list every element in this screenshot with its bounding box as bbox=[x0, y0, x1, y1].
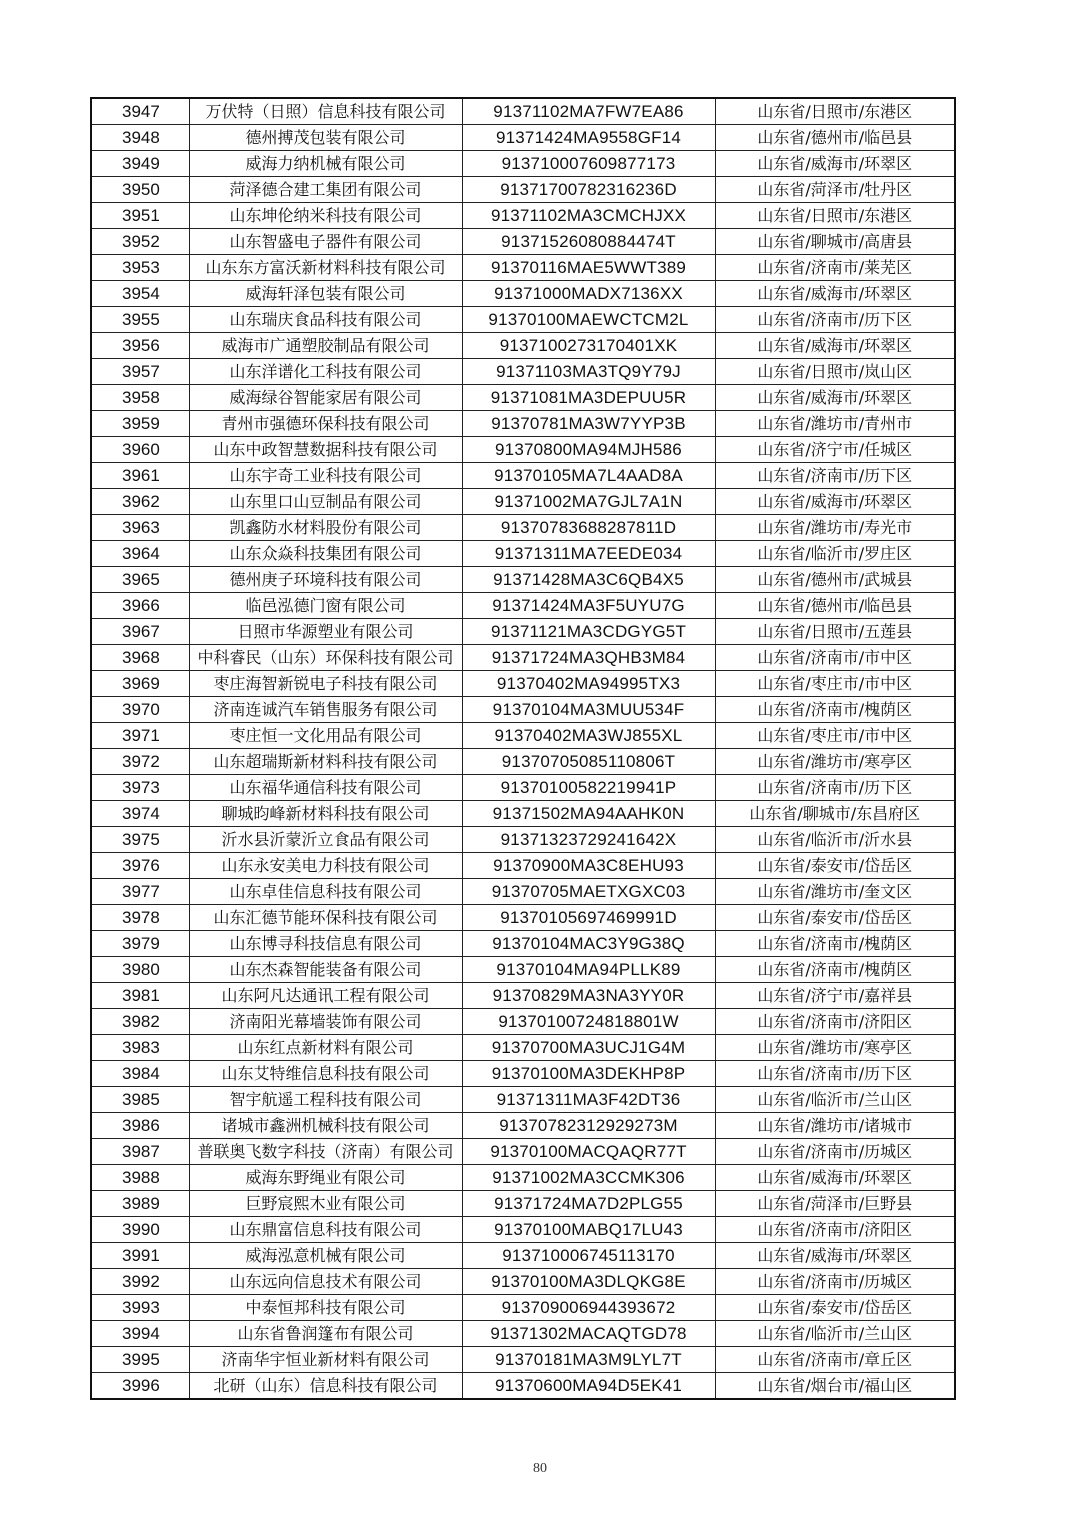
company-name-cell: 山东杰森智能装备有限公司 bbox=[189, 957, 462, 983]
region-cell: 山东省/济南市/历城区 bbox=[715, 1139, 955, 1165]
company-name-cell: 山东智盛电子器件有限公司 bbox=[189, 229, 462, 255]
row-number-cell: 3968 bbox=[91, 645, 189, 671]
region-cell: 山东省/威海市/环翠区 bbox=[715, 489, 955, 515]
region-cell: 山东省/威海市/环翠区 bbox=[715, 1165, 955, 1191]
credit-code-cell: 91370829MA3NA3YY0R bbox=[462, 983, 715, 1009]
company-name-cell: 德州庚子环境科技有限公司 bbox=[189, 567, 462, 593]
credit-code-cell: 91370100724818801W bbox=[462, 1009, 715, 1035]
credit-code-cell: 91371102MA7FW7EA86 bbox=[462, 98, 715, 125]
credit-code-cell: 91370900MA3C8EHU93 bbox=[462, 853, 715, 879]
row-number-cell: 3978 bbox=[91, 905, 189, 931]
credit-code-cell: 91370105697469991D bbox=[462, 905, 715, 931]
company-name-cell: 山东超瑞斯新材料科技有限公司 bbox=[189, 749, 462, 775]
region-cell: 山东省/威海市/环翠区 bbox=[715, 1243, 955, 1269]
table-row bbox=[91, 463, 955, 489]
table-row bbox=[91, 515, 955, 541]
company-name-cell: 普联奥飞数字科技（济南）有限公司 bbox=[189, 1139, 462, 1165]
row-number-cell: 3950 bbox=[91, 177, 189, 203]
credit-code-cell: 91371724MA7D2PLG55 bbox=[462, 1191, 715, 1217]
row-number-cell: 3993 bbox=[91, 1295, 189, 1321]
credit-code-cell: 91371502MA94AAHK0N bbox=[462, 801, 715, 827]
table-row bbox=[91, 827, 955, 853]
company-name-cell: 威海市广通塑胶制品有限公司 bbox=[189, 333, 462, 359]
row-number-cell: 3973 bbox=[91, 775, 189, 801]
company-name-cell: 山东卓佳信息科技有限公司 bbox=[189, 879, 462, 905]
row-number-cell: 3969 bbox=[91, 671, 189, 697]
row-number-cell: 3971 bbox=[91, 723, 189, 749]
credit-code-cell: 91371081MA3DEPUU5R bbox=[462, 385, 715, 411]
table-row bbox=[91, 1373, 955, 1400]
credit-code-cell: 91370402MA94995TX3 bbox=[462, 671, 715, 697]
credit-code-cell: 91370781MA3W7YYP3B bbox=[462, 411, 715, 437]
table-row bbox=[91, 1217, 955, 1243]
region-cell: 山东省/菏泽市/巨野县 bbox=[715, 1191, 955, 1217]
row-number-cell: 3966 bbox=[91, 593, 189, 619]
company-name-cell: 山东洋谱化工科技有限公司 bbox=[189, 359, 462, 385]
company-name-cell: 巨野宸熙木业有限公司 bbox=[189, 1191, 462, 1217]
company-name-cell: 山东宇奇工业科技有限公司 bbox=[189, 463, 462, 489]
credit-code-cell: 91371103MA3TQ9Y79J bbox=[462, 359, 715, 385]
row-number-cell: 3977 bbox=[91, 879, 189, 905]
row-number-cell: 3949 bbox=[91, 151, 189, 177]
company-name-cell: 凯鑫防水材料股份有限公司 bbox=[189, 515, 462, 541]
region-cell: 山东省/泰安市/岱岳区 bbox=[715, 1295, 955, 1321]
region-cell: 山东省/菏泽市/牡丹区 bbox=[715, 177, 955, 203]
table-row bbox=[91, 957, 955, 983]
company-name-cell: 山东众焱科技集团有限公司 bbox=[189, 541, 462, 567]
row-number-cell: 3992 bbox=[91, 1269, 189, 1295]
row-number-cell: 3961 bbox=[91, 463, 189, 489]
credit-code-cell: 91370104MA3MUU534F bbox=[462, 697, 715, 723]
region-cell: 山东省/济南市/济阳区 bbox=[715, 1009, 955, 1035]
credit-code-cell: 91370700MA3UCJ1G4M bbox=[462, 1035, 715, 1061]
company-name-cell: 菏泽德合建工集团有限公司 bbox=[189, 177, 462, 203]
table-row bbox=[91, 1113, 955, 1139]
credit-code-cell: 91371311MA7EEDE034 bbox=[462, 541, 715, 567]
region-cell: 山东省/日照市/五莲县 bbox=[715, 619, 955, 645]
table-row bbox=[91, 749, 955, 775]
company-name-cell: 山东省鲁润篷布有限公司 bbox=[189, 1321, 462, 1347]
region-cell: 山东省/泰安市/岱岳区 bbox=[715, 905, 955, 931]
row-number-cell: 3953 bbox=[91, 255, 189, 281]
region-cell: 山东省/聊城市/高唐县 bbox=[715, 229, 955, 255]
region-cell: 山东省/枣庄市/市中区 bbox=[715, 723, 955, 749]
row-number-cell: 3984 bbox=[91, 1061, 189, 1087]
company-name-cell: 德州搏茂包装有限公司 bbox=[189, 125, 462, 151]
table-row bbox=[91, 1191, 955, 1217]
company-name-cell: 威海东野绳业有限公司 bbox=[189, 1165, 462, 1191]
row-number-cell: 3960 bbox=[91, 437, 189, 463]
row-number-cell: 3980 bbox=[91, 957, 189, 983]
row-number-cell: 3951 bbox=[91, 203, 189, 229]
table-row bbox=[91, 697, 955, 723]
table-row bbox=[91, 255, 955, 281]
company-list-table bbox=[90, 97, 956, 1400]
table-row bbox=[91, 1139, 955, 1165]
region-cell: 山东省/临沂市/兰山区 bbox=[715, 1087, 955, 1113]
row-number-cell: 3996 bbox=[91, 1373, 189, 1400]
row-number-cell: 3956 bbox=[91, 333, 189, 359]
company-name-cell: 中科睿民（山东）环保科技有限公司 bbox=[189, 645, 462, 671]
row-number-cell: 3964 bbox=[91, 541, 189, 567]
credit-code-cell: 91371428MA3C6QB4X5 bbox=[462, 567, 715, 593]
company-name-cell: 山东永安美电力科技有限公司 bbox=[189, 853, 462, 879]
company-name-cell: 威海轩泽包装有限公司 bbox=[189, 281, 462, 307]
table-row bbox=[91, 775, 955, 801]
company-name-cell: 沂水县沂蒙沂立食品有限公司 bbox=[189, 827, 462, 853]
region-cell: 山东省/潍坊市/青州市 bbox=[715, 411, 955, 437]
credit-code-cell: 913709006944393672 bbox=[462, 1295, 715, 1321]
table-row bbox=[91, 151, 955, 177]
region-cell: 山东省/枣庄市/市中区 bbox=[715, 671, 955, 697]
credit-code-cell: 91370402MA3WJ855XL bbox=[462, 723, 715, 749]
row-number-cell: 3975 bbox=[91, 827, 189, 853]
table-row bbox=[91, 1243, 955, 1269]
company-name-cell: 北研（山东）信息科技有限公司 bbox=[189, 1373, 462, 1400]
table-row bbox=[91, 1347, 955, 1373]
company-name-cell: 山东汇德节能环保科技有限公司 bbox=[189, 905, 462, 931]
row-number-cell: 3955 bbox=[91, 307, 189, 333]
table-row bbox=[91, 411, 955, 437]
company-name-cell: 青州市强德环保科技有限公司 bbox=[189, 411, 462, 437]
credit-code-cell: 91370100MACQAQR77T bbox=[462, 1139, 715, 1165]
row-number-cell: 3979 bbox=[91, 931, 189, 957]
company-name-cell: 山东远向信息技术有限公司 bbox=[189, 1269, 462, 1295]
company-name-cell: 临邑泓德门窗有限公司 bbox=[189, 593, 462, 619]
company-name-cell: 枣庄恒一文化用品有限公司 bbox=[189, 723, 462, 749]
region-cell: 山东省/济南市/市中区 bbox=[715, 645, 955, 671]
credit-code-cell: 91370782312929273M bbox=[462, 1113, 715, 1139]
table-row bbox=[91, 905, 955, 931]
company-name-cell: 万伏特（日照）信息科技有限公司 bbox=[189, 98, 462, 125]
region-cell: 山东省/日照市/东港区 bbox=[715, 203, 955, 229]
credit-code-cell: 91371002MA3CCMK306 bbox=[462, 1165, 715, 1191]
region-cell: 山东省/威海市/环翠区 bbox=[715, 281, 955, 307]
credit-code-cell: 91371000MADX7136XX bbox=[462, 281, 715, 307]
company-name-cell: 山东博寻科技信息有限公司 bbox=[189, 931, 462, 957]
region-cell: 山东省/德州市/临邑县 bbox=[715, 593, 955, 619]
table-row bbox=[91, 619, 955, 645]
credit-code-cell: 91371323729241642X bbox=[462, 827, 715, 853]
table-row bbox=[91, 983, 955, 1009]
credit-code-cell: 91370783688287811D bbox=[462, 515, 715, 541]
credit-code-cell: 91371724MA3QHB3M84 bbox=[462, 645, 715, 671]
row-number-cell: 3983 bbox=[91, 1035, 189, 1061]
company-name-cell: 山东红点新材料有限公司 bbox=[189, 1035, 462, 1061]
credit-code-cell: 91371526080884474T bbox=[462, 229, 715, 255]
company-name-cell: 济南连诚汽车销售服务有限公司 bbox=[189, 697, 462, 723]
table-row bbox=[91, 645, 955, 671]
table-row bbox=[91, 385, 955, 411]
row-number-cell: 3976 bbox=[91, 853, 189, 879]
region-cell: 山东省/济宁市/任城区 bbox=[715, 437, 955, 463]
company-name-cell: 山东瑞庆食品科技有限公司 bbox=[189, 307, 462, 333]
region-cell: 山东省/济南市/济阳区 bbox=[715, 1217, 955, 1243]
row-number-cell: 3963 bbox=[91, 515, 189, 541]
credit-code-cell: 91371002MA7GJL7A1N bbox=[462, 489, 715, 515]
credit-code-cell: 913710007609877173 bbox=[462, 151, 715, 177]
table-row bbox=[91, 1165, 955, 1191]
region-cell: 山东省/潍坊市/寿光市 bbox=[715, 515, 955, 541]
table-row bbox=[91, 333, 955, 359]
row-number-cell: 3948 bbox=[91, 125, 189, 151]
company-name-cell: 山东福华通信科技有限公司 bbox=[189, 775, 462, 801]
company-name-cell: 聊城昀峰新材料科技有限公司 bbox=[189, 801, 462, 827]
region-cell: 山东省/济南市/历下区 bbox=[715, 1061, 955, 1087]
row-number-cell: 3962 bbox=[91, 489, 189, 515]
region-cell: 山东省/潍坊市/寒亭区 bbox=[715, 1035, 955, 1061]
region-cell: 山东省/潍坊市/寒亭区 bbox=[715, 749, 955, 775]
row-number-cell: 3952 bbox=[91, 229, 189, 255]
table-row bbox=[91, 671, 955, 697]
company-name-cell: 山东里口山豆制品有限公司 bbox=[189, 489, 462, 515]
table-row bbox=[91, 1009, 955, 1035]
region-cell: 山东省/威海市/环翠区 bbox=[715, 333, 955, 359]
credit-code-cell: 91370100582219941P bbox=[462, 775, 715, 801]
region-cell: 山东省/济南市/槐荫区 bbox=[715, 957, 955, 983]
region-cell: 山东省/济南市/槐荫区 bbox=[715, 931, 955, 957]
company-name-cell: 中泰恒邦科技有限公司 bbox=[189, 1295, 462, 1321]
row-number-cell: 3954 bbox=[91, 281, 189, 307]
credit-code-cell: 91371424MA9558GF14 bbox=[462, 125, 715, 151]
table-row bbox=[91, 1061, 955, 1087]
row-number-cell: 3994 bbox=[91, 1321, 189, 1347]
table-row bbox=[91, 1295, 955, 1321]
region-cell: 山东省/日照市/岚山区 bbox=[715, 359, 955, 385]
company-name-cell: 威海力纳机械有限公司 bbox=[189, 151, 462, 177]
table-row bbox=[91, 307, 955, 333]
company-name-cell: 山东鼎富信息科技有限公司 bbox=[189, 1217, 462, 1243]
row-number-cell: 3974 bbox=[91, 801, 189, 827]
credit-code-cell: 91370600MA94D5EK41 bbox=[462, 1373, 715, 1400]
region-cell: 山东省/济南市/历下区 bbox=[715, 463, 955, 489]
region-cell: 山东省/威海市/环翠区 bbox=[715, 151, 955, 177]
credit-code-cell: 91371102MA3CMCHJXX bbox=[462, 203, 715, 229]
company-name-cell: 日照市华源塑业有限公司 bbox=[189, 619, 462, 645]
table-row bbox=[91, 1269, 955, 1295]
region-cell: 山东省/济南市/莱芜区 bbox=[715, 255, 955, 281]
credit-code-cell: 91371311MA3F42DT36 bbox=[462, 1087, 715, 1113]
table-row bbox=[91, 931, 955, 957]
credit-code-cell: 91370104MAC3Y9G38Q bbox=[462, 931, 715, 957]
row-number-cell: 3947 bbox=[91, 98, 189, 125]
credit-code-cell: 91371424MA3F5UYU7G bbox=[462, 593, 715, 619]
row-number-cell: 3990 bbox=[91, 1217, 189, 1243]
table-row bbox=[91, 723, 955, 749]
row-number-cell: 3982 bbox=[91, 1009, 189, 1035]
table-row bbox=[91, 98, 955, 125]
row-number-cell: 3985 bbox=[91, 1087, 189, 1113]
page-number: 80 bbox=[533, 1461, 547, 1476]
row-number-cell: 3965 bbox=[91, 567, 189, 593]
table-row bbox=[91, 359, 955, 385]
company-name-cell: 济南华宇恒业新材料有限公司 bbox=[189, 1347, 462, 1373]
company-name-cell: 济南阳光幕墙装饰有限公司 bbox=[189, 1009, 462, 1035]
table-row bbox=[91, 177, 955, 203]
table-row bbox=[91, 541, 955, 567]
table-row bbox=[91, 125, 955, 151]
row-number-cell: 3995 bbox=[91, 1347, 189, 1373]
region-cell: 山东省/济南市/历城区 bbox=[715, 1269, 955, 1295]
row-number-cell: 3987 bbox=[91, 1139, 189, 1165]
credit-code-cell: 913710006745113170 bbox=[462, 1243, 715, 1269]
region-cell: 山东省/临沂市/兰山区 bbox=[715, 1321, 955, 1347]
table-row bbox=[91, 879, 955, 905]
row-number-cell: 3981 bbox=[91, 983, 189, 1009]
credit-code-cell: 91370116MAE5WWT389 bbox=[462, 255, 715, 281]
credit-code-cell: 91370705085110806T bbox=[462, 749, 715, 775]
region-cell: 山东省/聊城市/东昌府区 bbox=[715, 801, 955, 827]
row-number-cell: 3967 bbox=[91, 619, 189, 645]
region-cell: 山东省/济南市/历下区 bbox=[715, 307, 955, 333]
row-number-cell: 3958 bbox=[91, 385, 189, 411]
row-number-cell: 3972 bbox=[91, 749, 189, 775]
row-number-cell: 3989 bbox=[91, 1191, 189, 1217]
region-cell: 山东省/济南市/章丘区 bbox=[715, 1347, 955, 1373]
table-row bbox=[91, 437, 955, 463]
credit-code-cell: 91371302MACAQTGD78 bbox=[462, 1321, 715, 1347]
credit-code-cell: 91370105MA7L4AAD8A bbox=[462, 463, 715, 489]
table-row bbox=[91, 801, 955, 827]
company-name-cell: 诸城市鑫洲机械科技有限公司 bbox=[189, 1113, 462, 1139]
company-name-cell: 山东坤伦纳米科技有限公司 bbox=[189, 203, 462, 229]
table-row bbox=[91, 1321, 955, 1347]
region-cell: 山东省/潍坊市/奎文区 bbox=[715, 879, 955, 905]
table-row bbox=[91, 281, 955, 307]
credit-code-cell: 91371700782316236D bbox=[462, 177, 715, 203]
table-row bbox=[91, 1087, 955, 1113]
credit-code-cell: 91371121MA3CDGYG5T bbox=[462, 619, 715, 645]
table-row bbox=[91, 229, 955, 255]
row-number-cell: 3988 bbox=[91, 1165, 189, 1191]
row-number-cell: 3970 bbox=[91, 697, 189, 723]
region-cell: 山东省/潍坊市/诸城市 bbox=[715, 1113, 955, 1139]
credit-code-cell: 91370705MAETXGXC03 bbox=[462, 879, 715, 905]
table-row bbox=[91, 567, 955, 593]
credit-code-cell: 91370181MA3M9LYL7T bbox=[462, 1347, 715, 1373]
region-cell: 山东省/临沂市/罗庄区 bbox=[715, 541, 955, 567]
row-number-cell: 3959 bbox=[91, 411, 189, 437]
credit-code-cell: 91370100MAEWCTCM2L bbox=[462, 307, 715, 333]
credit-code-cell: 9137100273170401XK bbox=[462, 333, 715, 359]
table-body bbox=[91, 98, 955, 1399]
company-name-cell: 山东阿凡达通讯工程有限公司 bbox=[189, 983, 462, 1009]
row-number-cell: 3986 bbox=[91, 1113, 189, 1139]
table-row bbox=[91, 489, 955, 515]
region-cell: 山东省/威海市/环翠区 bbox=[715, 385, 955, 411]
table-row bbox=[91, 853, 955, 879]
company-name-cell: 威海绿谷智能家居有限公司 bbox=[189, 385, 462, 411]
credit-code-cell: 91370100MABQ17LU43 bbox=[462, 1217, 715, 1243]
company-name-cell: 山东中政智慧数据科技有限公司 bbox=[189, 437, 462, 463]
region-cell: 山东省/泰安市/岱岳区 bbox=[715, 853, 955, 879]
company-name-cell: 山东艾特维信息科技有限公司 bbox=[189, 1061, 462, 1087]
row-number-cell: 3957 bbox=[91, 359, 189, 385]
region-cell: 山东省/济南市/历下区 bbox=[715, 775, 955, 801]
credit-code-cell: 91370100MA3DEKHP8P bbox=[462, 1061, 715, 1087]
row-number-cell: 3991 bbox=[91, 1243, 189, 1269]
region-cell: 山东省/济宁市/嘉祥县 bbox=[715, 983, 955, 1009]
region-cell: 山东省/日照市/东港区 bbox=[715, 98, 955, 125]
region-cell: 山东省/烟台市/福山区 bbox=[715, 1373, 955, 1400]
region-cell: 山东省/德州市/临邑县 bbox=[715, 125, 955, 151]
credit-code-cell: 91370800MA94MJH586 bbox=[462, 437, 715, 463]
region-cell: 山东省/济南市/槐荫区 bbox=[715, 697, 955, 723]
region-cell: 山东省/德州市/武城县 bbox=[715, 567, 955, 593]
credit-code-cell: 91370100MA3DLQKG8E bbox=[462, 1269, 715, 1295]
table-row bbox=[91, 203, 955, 229]
company-name-cell: 山东东方富沃新材料科技有限公司 bbox=[189, 255, 462, 281]
region-cell: 山东省/临沂市/沂水县 bbox=[715, 827, 955, 853]
credit-code-cell: 91370104MA94PLLK89 bbox=[462, 957, 715, 983]
company-name-cell: 智宇航遥工程科技有限公司 bbox=[189, 1087, 462, 1113]
company-name-cell: 威海泓意机械有限公司 bbox=[189, 1243, 462, 1269]
company-name-cell: 枣庄海智新锐电子科技有限公司 bbox=[189, 671, 462, 697]
table-row bbox=[91, 1035, 955, 1061]
table-row bbox=[91, 593, 955, 619]
